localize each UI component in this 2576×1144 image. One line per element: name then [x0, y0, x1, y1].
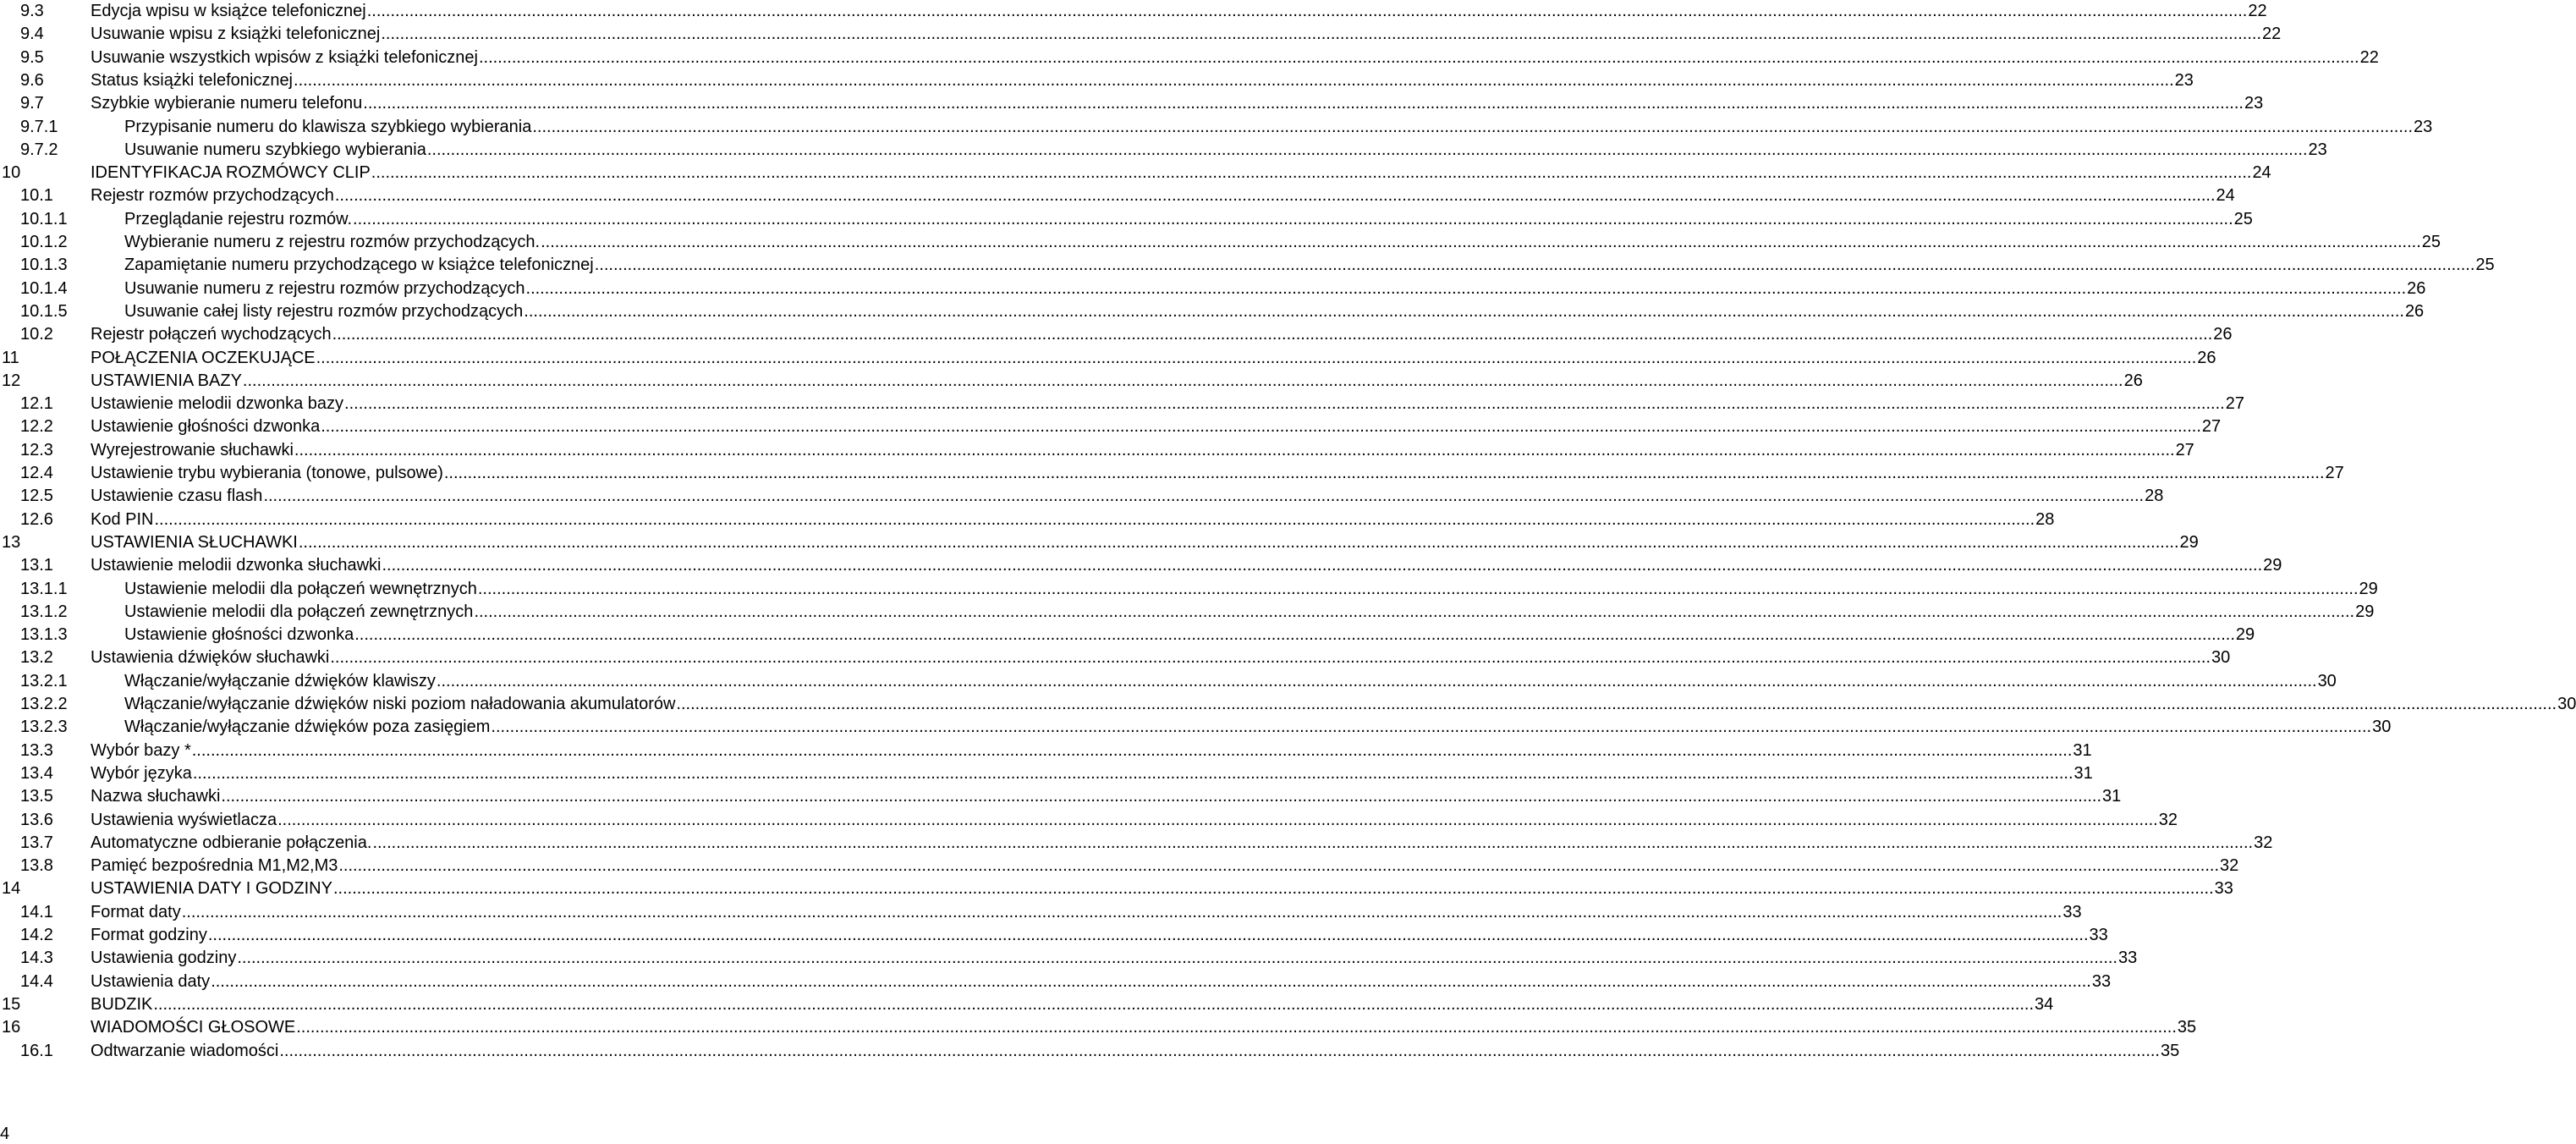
toc-dot-leader: ................................................................................................................................................................................................................................................................................................................................................................................................................ [478, 47, 2359, 67]
toc-entry[interactable] [0, 0, 2267, 23]
toc-entry-title: Ustawienie melodii dzwonka bazy [91, 394, 344, 414]
toc-dot-leader: ................................................................................................................................................................................................................................................................................................................................................................................................................ [316, 348, 2197, 367]
toc-entry-page: 29 [2359, 579, 2378, 598]
toc-dot-leader: ................................................................................................................................................................................................................................................................................................................................................................................................................ [366, 2, 2248, 20]
toc-entry[interactable] [0, 69, 2194, 92]
toc-dot-leader: ................................................................................................................................................................................................................................................................................................................................................................................................................ [211, 971, 2091, 991]
toc-entry-number: 13.5 [20, 787, 53, 806]
toc-entry-title: Ustawienie melodii dla połączeń wewnętrznych [124, 579, 477, 598]
toc-dot-leader: ................................................................................................................................................................................................................................................................................................................................................................................................................ [192, 763, 2073, 783]
toc-entry-page: 26 [2213, 325, 2233, 344]
toc-entry-title: Usuwanie numeru szybkiego wybierania [124, 140, 426, 159]
toc-entry-title: Pamięć bezpośrednia M1,M2,M3 [91, 856, 338, 876]
toc-entry-number: 12 [2, 371, 21, 390]
toc-entry[interactable] [0, 415, 2222, 438]
toc-dot-leader: ................................................................................................................................................................................................................................................................................................................................................................................................................ [237, 949, 2117, 968]
toc-entry[interactable] [0, 323, 2233, 346]
toc-entry-number: 13.1 [20, 556, 53, 575]
toc-entry-page: 23 [2308, 140, 2327, 159]
toc-entry[interactable] [0, 393, 2244, 415]
toc-dot-leader: ................................................................................................................................................................................................................................................................................................................................................................................................................ [191, 740, 2073, 760]
toc-dot-leader: ................................................................................................................................................................................................................................................................................................................................................................................................................ [321, 417, 2201, 437]
toc-entry-title: USTAWIENIA BAZY [91, 371, 242, 390]
toc-entry-number: 10.1 [20, 186, 53, 206]
toc-entry-page: 33 [2089, 926, 2108, 944]
toc-entry-page: 33 [2062, 902, 2082, 921]
toc-entry-page: 35 [2160, 1041, 2180, 1060]
toc-entry[interactable] [0, 1016, 2197, 1039]
toc-entry-page: 26 [2123, 371, 2143, 390]
toc-entry[interactable] [0, 901, 2082, 924]
toc-dot-leader: ................................................................................................................................................................................................................................................................................................................................................................................................................ [532, 117, 2413, 136]
toc-dot-leader: ................................................................................................................................................................................................................................................................................................................................................................................................................ [436, 671, 2317, 690]
toc-dot-leader: ................................................................................................................................................................................................................................................................................................................................................................................................................ [330, 648, 2211, 668]
toc-entry-number: 9.6 [20, 70, 44, 90]
toc-dot-leader: ................................................................................................................................................................................................................................................................................................................................................................................................................ [338, 856, 2220, 876]
toc-entry-title: USTAWIENIA DATY I GODZINY [91, 879, 332, 899]
toc-entry-title: Ustawienia godziny [91, 949, 237, 968]
toc-entry-page: 28 [2035, 509, 2055, 529]
toc-entry-page: 23 [2174, 70, 2194, 90]
toc-entry-number: 14.2 [20, 926, 53, 944]
toc-entry-page: 27 [2201, 417, 2222, 437]
toc-entry-title: Wybieranie numeru z rejestru rozmów przychodzących. [124, 233, 541, 251]
toc-entry[interactable] [0, 509, 2055, 531]
toc-entry-title: Wyrejestrowanie słuchawki [91, 440, 294, 459]
toc-entry-page: 31 [2073, 740, 2092, 760]
toc-dot-leader: ................................................................................................................................................................................................................................................................................................................................................................................................................ [594, 256, 2475, 275]
toc-dot-leader: ................................................................................................................................................................................................................................................................................................................................................................................................................ [294, 70, 2174, 90]
toc-entry-number: 15 [2, 994, 21, 1014]
toc-entry-title: USTAWIENIA SŁUCHAWKI [91, 532, 298, 552]
toc-entry-number: 13.4 [20, 763, 53, 783]
toc-entry-page: 32 [2254, 833, 2273, 852]
toc-entry-page: 29 [2263, 556, 2282, 575]
toc-entry-number: 13.2.1 [20, 671, 68, 690]
toc-entry[interactable] [0, 554, 2282, 577]
toc-entry-title: Edycja wpisu w książce telefonicznej [91, 2, 366, 20]
toc-entry-title: Włączanie/wyłączanie dźwięków niski poziom naładowania akumulatorów [124, 695, 676, 713]
toc-entry-page: 22 [2262, 25, 2282, 44]
toc-entry-number: 13.2.3 [20, 718, 68, 737]
toc-entry[interactable] [0, 254, 2495, 277]
toc-entry[interactable] [0, 762, 2093, 785]
toc-dot-leader: ................................................................................................................................................................................................................................................................................................................................................................................................................ [298, 532, 2179, 552]
toc-entry[interactable] [0, 439, 2194, 462]
toc-dot-leader: ................................................................................................................................................................................................................................................................................................................................................................................................................ [477, 579, 2359, 598]
toc-entry-title: Format godziny [91, 926, 207, 944]
toc-dot-leader: ................................................................................................................................................................................................................................................................................................................................................................................................................ [263, 487, 2145, 506]
toc-entry-page: 29 [2235, 625, 2255, 645]
toc-entry-title: Odtwarzanie wiadomości [91, 1041, 279, 1060]
toc-entry-title: Ustawienie głośności dzwonka [91, 417, 321, 437]
toc-entry[interactable] [0, 485, 2164, 508]
toc-entry-page: 25 [2475, 256, 2495, 275]
toc-entry[interactable] [0, 693, 2576, 716]
toc-entry-number: 13.1.2 [20, 602, 68, 621]
toc-entry-title: Nazwa słuchawki [91, 787, 221, 806]
toc-entry[interactable] [0, 184, 2235, 207]
toc-entry-number: 9.5 [20, 47, 44, 67]
toc-entry[interactable] [0, 47, 2379, 69]
toc-dot-leader: ................................................................................................................................................................................................................................................................................................................................................................................................................ [334, 186, 2216, 206]
toc-entry[interactable] [0, 785, 2122, 808]
toc-entry-number: 16.1 [20, 1041, 53, 1060]
toc-entry-title: Ustawienie melodii dzwonka słuchawki [91, 556, 382, 575]
toc-entry-number: 13.3 [20, 740, 53, 760]
toc-entry-number: 13.1.3 [20, 625, 68, 645]
toc-dot-leader: ................................................................................................................................................................................................................................................................................................................................................................................................................ [676, 695, 2557, 713]
toc-entry-title: Status książki telefonicznej [91, 70, 294, 90]
toc-entry[interactable] [0, 924, 2108, 947]
toc-dot-leader: ................................................................................................................................................................................................................................................................................................................................................................................................................ [332, 879, 2214, 899]
toc-entry-page: 26 [2404, 301, 2425, 321]
toc-entry-number: 12.6 [20, 509, 53, 529]
toc-entry-number: 16 [2, 1018, 21, 1037]
toc-entry[interactable] [0, 116, 2433, 139]
toc-entry[interactable] [0, 1040, 2180, 1063]
toc-entry-title: Ustawienie głośności dzwonka [124, 625, 354, 645]
toc-entry[interactable] [0, 92, 2264, 115]
toc-entry-page: 30 [2211, 648, 2231, 668]
toc-dot-leader: ................................................................................................................................................................................................................................................................................................................................................................................................................ [524, 301, 2404, 321]
toc-entry-number: 14.4 [20, 971, 53, 991]
toc-entry-number: 13.1.1 [20, 579, 68, 598]
toc-entry[interactable] [0, 531, 2199, 554]
page-number: 4 [0, 1125, 10, 1143]
toc-dot-leader: ................................................................................................................................................................................................................................................................................................................................................................................................................ [207, 926, 2089, 944]
toc-entry-title: Ustawienie czasu flash [91, 487, 263, 506]
toc-entry-page: 33 [2091, 971, 2112, 991]
toc-entry[interactable] [0, 877, 2233, 900]
toc-entry-title: WIADOMOŚCI GŁOSOWE [91, 1018, 296, 1037]
toc-entry-page: 30 [2372, 718, 2392, 737]
toc-entry[interactable] [0, 947, 2138, 970]
toc-entry-page: 29 [2179, 532, 2199, 552]
toc-dot-leader: ................................................................................................................................................................................................................................................................................................................................................................................................................ [372, 833, 2254, 852]
toc-entry[interactable] [0, 347, 2216, 370]
toc-entry-title: Rejestr połączeń wychodzących [91, 325, 332, 344]
toc-entry[interactable] [0, 670, 2337, 693]
toc-entry[interactable] [0, 300, 2425, 323]
toc-entry-page: 31 [2073, 763, 2093, 783]
toc-entry-number: 12.3 [20, 440, 53, 459]
toc-entry-number: 9.4 [20, 25, 44, 44]
toc-dot-leader: ................................................................................................................................................................................................................................................................................................................................................................................................................ [353, 209, 2233, 228]
toc-entry-title: Kod PIN [91, 509, 154, 529]
toc-dot-leader: ................................................................................................................................................................................................................................................................................................................................................................................................................ [363, 94, 2244, 113]
toc-entry-title: Wybór języka [91, 763, 192, 783]
toc-entry[interactable] [0, 162, 2271, 184]
toc-dot-leader: ................................................................................................................................................................................................................................................................................................................................................................................................................ [332, 325, 2213, 344]
toc-entry-title: Włączanie/wyłączanie dźwięków poza zasięgiem [124, 718, 491, 737]
toc-entry-page: 32 [2158, 810, 2178, 829]
toc-entry-page: 25 [2233, 209, 2253, 228]
toc-entry-page: 27 [2225, 394, 2244, 414]
toc-dot-leader: ................................................................................................................................................................................................................................................................................................................................................................................................................ [279, 1041, 2160, 1060]
toc-entry-page: 24 [2216, 186, 2235, 206]
toc-entry[interactable] [0, 231, 2441, 254]
toc-entry-page: 31 [2102, 787, 2122, 806]
toc-entry[interactable] [0, 601, 2375, 624]
toc-entry[interactable] [0, 716, 2392, 739]
toc-entry-title: Przeglądanie rejestru rozmów. [124, 209, 353, 228]
toc-entry-page: 33 [2214, 879, 2233, 899]
toc-entry-number: 10.1.2 [20, 233, 68, 251]
toc-entry-page: 33 [2117, 949, 2138, 968]
toc-entry-number: 10.1.5 [20, 301, 68, 321]
toc-entry-page: 34 [2035, 994, 2054, 1014]
toc-entry-number: 12.4 [20, 464, 53, 482]
toc-entry-page: 26 [2197, 348, 2216, 367]
toc-entry-title: Zapamiętanie numeru przychodzącego w książce telefonicznej [124, 256, 594, 275]
toc-entry-page: 24 [2252, 163, 2271, 183]
toc-entry-title: BUDZIK [91, 994, 153, 1014]
toc-entry-page: 32 [2220, 856, 2239, 876]
toc-entry[interactable] [0, 578, 2378, 601]
toc-entry-number: 10.1.3 [20, 256, 68, 275]
toc-entry[interactable] [0, 855, 2239, 877]
toc-entry-title: Ustawienie trybu wybierania (tonowe, pulsowe) [91, 464, 443, 482]
toc-entry-number: 13 [2, 532, 21, 552]
toc-entry-number: 12.2 [20, 417, 53, 437]
toc-entry-number: 10.1.1 [20, 209, 68, 228]
toc-entry[interactable] [0, 832, 2273, 855]
toc-entry-title: Usuwanie wpisu z książki telefonicznej [91, 25, 381, 44]
toc-entry-number: 9.7.1 [20, 117, 58, 136]
toc-dot-leader: ................................................................................................................................................................................................................................................................................................................................................................................................................ [277, 810, 2158, 829]
toc-entry-page: 27 [2175, 440, 2194, 459]
toc-entry-number: 12.5 [20, 487, 53, 506]
toc-entry[interactable] [0, 208, 2253, 231]
toc-entry-title: Ustawienia wyświetlacza [91, 810, 277, 829]
toc-entry[interactable] [0, 139, 2327, 162]
toc-entry[interactable] [0, 624, 2255, 646]
toc-entry-title: Usuwanie całej listy rejestru rozmów przychodzących [124, 301, 524, 321]
toc-entry-page: 22 [2359, 47, 2379, 67]
toc-entry[interactable] [0, 23, 2282, 46]
toc-entry-page: 30 [2317, 671, 2337, 690]
toc-dot-leader: ................................................................................................................................................................................................................................................................................................................................................................................................................ [296, 1018, 2177, 1037]
toc-entry[interactable] [0, 646, 2231, 669]
toc-entry-page: 29 [2355, 602, 2375, 621]
toc-entry-page: 35 [2177, 1018, 2197, 1037]
toc-entry-number: 13.7 [20, 833, 53, 852]
toc-entry-page: 22 [2248, 2, 2267, 20]
toc-entry-number: 13.2 [20, 648, 53, 668]
toc-entry-page: 25 [2421, 233, 2441, 251]
toc-entry-title: Format daty [91, 902, 181, 921]
toc-entry-page: 28 [2145, 487, 2164, 506]
toc-entry-title: Ustawienie melodii dla połączeń zewnętrznych [124, 602, 474, 621]
toc-entry-title: Ustawienia daty [91, 971, 211, 991]
toc-dot-leader: ................................................................................................................................................................................................................................................................................................................................................................................................................ [491, 718, 2372, 737]
toc-entry[interactable] [0, 462, 2344, 485]
toc-dot-leader: ................................................................................................................................................................................................................................................................................................................................................................................................................ [474, 602, 2355, 621]
toc-entry[interactable] [0, 993, 2054, 1016]
toc-entry-title: Rejestr rozmów przychodzących [91, 186, 334, 206]
toc-dot-leader: ................................................................................................................................................................................................................................................................................................................................................................................................................ [354, 625, 2235, 645]
toc-entry[interactable] [0, 740, 2092, 762]
toc-entry-number: 9.7 [20, 94, 44, 113]
toc-entry-number: 10 [2, 163, 21, 183]
toc-dot-leader: ................................................................................................................................................................................................................................................................................................................................................................................................................ [525, 278, 2407, 298]
toc-entry-title: IDENTYFIKACJA ROZMÓWCY CLIP [91, 163, 371, 183]
toc-dot-leader: ................................................................................................................................................................................................................................................................................................................................................................................................................ [294, 440, 2175, 459]
toc-entry-title: Włączanie/wyłączanie dźwięków klawiszy [124, 671, 436, 690]
toc-entry-number: 10.2 [20, 325, 53, 344]
toc-entry-number: 13.6 [20, 810, 53, 829]
toc-dot-leader: ................................................................................................................................................................................................................................................................................................................................................................................................................ [541, 233, 2421, 251]
toc-entry-page: 23 [2414, 117, 2433, 136]
toc-dot-leader: ................................................................................................................................................................................................................................................................................................................................................................................................................ [344, 394, 2225, 414]
toc-dot-leader: ................................................................................................................................................................................................................................................................................................................................................................................................................ [371, 163, 2252, 183]
toc-dot-leader: ................................................................................................................................................................................................................................................................................................................................................................................................................ [381, 25, 2262, 44]
toc-entry-page: 26 [2407, 278, 2426, 298]
toc-entry-number: 12.1 [20, 394, 53, 414]
toc-dot-leader: ................................................................................................................................................................................................................................................................................................................................................................................................................ [221, 787, 2102, 806]
toc-entry-title: Usuwanie numeru z rejestru rozmów przychodzących [124, 278, 525, 298]
toc-entry-page: 27 [2325, 464, 2344, 482]
toc-entry-page: 23 [2244, 94, 2264, 113]
toc-dot-leader: ................................................................................................................................................................................................................................................................................................................................................................................................................ [426, 140, 2308, 159]
toc-dot-leader: ................................................................................................................................................................................................................................................................................................................................................................................................................ [154, 509, 2035, 529]
toc-entry-title: Ustawienia dźwięków słuchawki [91, 648, 330, 668]
toc-entry-number: 9.7.2 [20, 140, 58, 159]
toc-entry[interactable] [0, 809, 2178, 832]
toc-entry[interactable] [0, 971, 2112, 993]
toc-entry-number: 13.8 [20, 856, 53, 876]
toc-dot-leader: ................................................................................................................................................................................................................................................................................................................................................................................................................ [153, 994, 2034, 1014]
toc-dot-leader: ................................................................................................................................................................................................................................................................................................................................................................................................................ [443, 464, 2325, 482]
toc-entry-number: 9.3 [20, 2, 44, 20]
toc-entry-number: 13.2.2 [20, 695, 68, 713]
toc-entry-title: Usuwanie wszystkich wpisów z książki telefonicznej [91, 47, 478, 67]
toc-entry-title: Przypisanie numeru do klawisza szybkiego wybierania [124, 117, 532, 136]
toc-entry[interactable] [0, 278, 2426, 300]
toc-dot-leader: ................................................................................................................................................................................................................................................................................................................................................................................................................ [382, 556, 2263, 575]
toc-entry-page: 30 [2557, 695, 2576, 713]
toc-entry[interactable] [0, 370, 2143, 393]
toc-entry-title: Szybkie wybieranie numeru telefonu [91, 94, 363, 113]
toc-entry-number: 10.1.4 [20, 278, 68, 298]
toc-entry-number: 14 [2, 879, 21, 899]
toc-dot-leader: ................................................................................................................................................................................................................................................................................................................................................................................................................ [181, 902, 2062, 921]
toc-entry-title: Automatyczne odbieranie połączenia. [91, 833, 372, 852]
toc-entry-number: 11 [2, 348, 19, 367]
toc-entry-number: 14.1 [20, 902, 53, 921]
toc-entry-number: 14.3 [20, 949, 53, 968]
toc-entry-title: POŁĄCZENIA OCZEKUJĄCE [91, 348, 316, 367]
toc-dot-leader: ................................................................................................................................................................................................................................................................................................................................................................................................................ [242, 371, 2123, 390]
toc-entry-title: Wybór bazy * [91, 740, 191, 760]
